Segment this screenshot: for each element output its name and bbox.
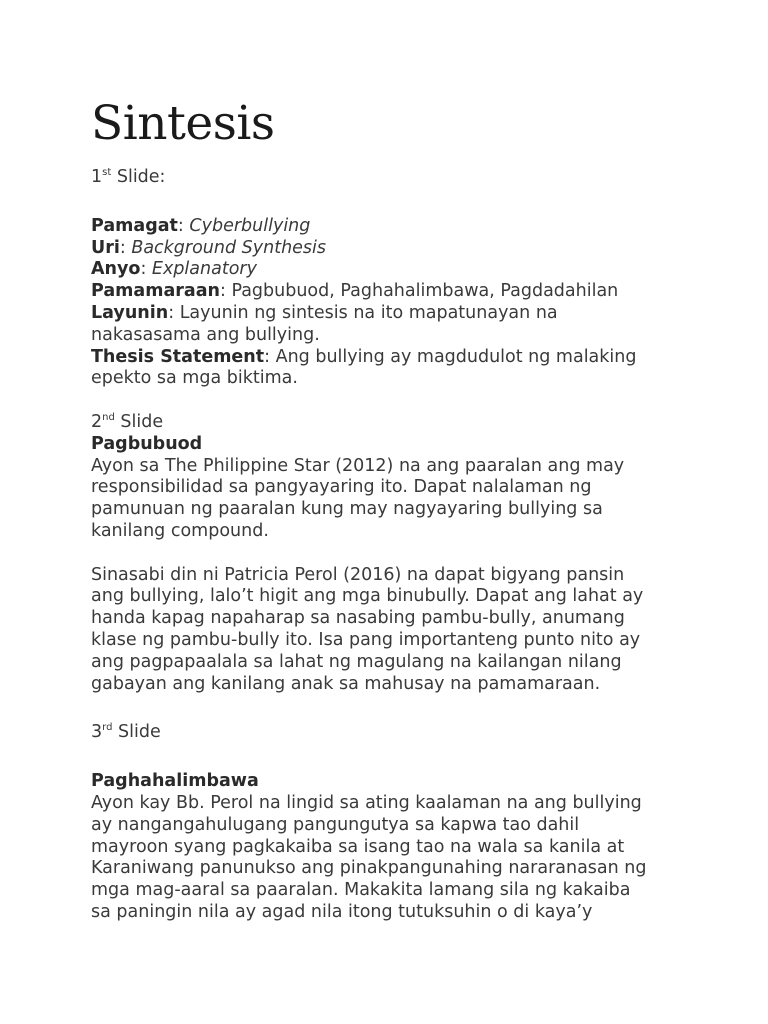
paragraph-line: ang bullying, lalo’t higit ang mga binubully. Dapat ang lahat ay — [91, 586, 644, 607]
document-body — [91, 167, 691, 924]
paragraph-line: sa paningin nila ay agad nila itong tutuksuhin o di kaya’y — [91, 901, 593, 922]
anyo-value: Explanatory — [151, 259, 257, 280]
paragraph-line: Ayon sa The Philippine Star (2012) na ang paaralan ang may — [91, 455, 625, 476]
paragraph-line: ay nangangahulugang pangungutya sa kapwa tao dahil — [91, 814, 580, 835]
paragraph-line: ang pagpapaalala sa lahat ng magulang na kailangan nilang — [91, 651, 622, 672]
pamagat-value: Cyberbullying — [189, 215, 311, 236]
pamamaraan-value: Pagbubuod, Paghahalimbawa, Pagdadahilan — [231, 281, 619, 302]
paragraph-line: Karaniwang panunukso ang pinakpangunahing nararanasan ng — [91, 858, 647, 879]
pamamaraan-label: Pamamaraan — [91, 281, 220, 302]
slide-2-label: 2nd Slide — [91, 411, 164, 432]
uri-label: Uri — [91, 237, 120, 258]
thesis-label: Thesis Statement — [91, 346, 265, 367]
document-title: Sintesis — [91, 96, 275, 151]
thesis-line-2: epekto sa mga biktima. — [91, 368, 298, 389]
anyo-line: Anyo: Explanatory — [91, 259, 257, 280]
paragraph-line: mayroon syang pagkakaiba sa isang tao na wala sa kanila at — [91, 836, 625, 857]
layunin-line: Layunin: Layunin ng sintesis na ito mapatunayan na — [91, 302, 558, 323]
layunin-line-2: nakasasama ang bullying. — [91, 324, 320, 345]
slide-3-heading: Paghahalimbawa — [91, 771, 259, 792]
paragraph-line: Sinasabi din ni Patricia Perol (2016) na dapat bigyang pansin — [91, 564, 625, 585]
anyo-label: Anyo — [91, 259, 141, 280]
paragraph-line: pamunuan ng paaralan kung may nagyayaring bullying sa — [91, 499, 603, 520]
paragraph-line: Ayon kay Bb. Perol na lingid sa ating kaalaman na ang bullying — [91, 792, 642, 813]
paragraph-line: handa kapag napaharap sa nasabing pambu-bully, anumang — [91, 608, 625, 629]
paragraph-line: gabayan ang kanilang anak sa mahusay na pamamaraan. — [91, 673, 601, 694]
uri-line: Uri: Background Synthesis — [91, 237, 327, 258]
pamagat-label: Pamagat — [91, 215, 178, 236]
paragraph-line: mga mag-aaral sa paaralan. Makakita lamang sila ng kakaiba — [91, 880, 631, 901]
paragraph-line: kanilang compound. — [91, 520, 269, 541]
slide-1-label: 1st Slide: — [91, 167, 166, 187]
pamamaraan-line: Pamamaraan: Pagbubuod, Paghahalimbawa, Pagdadahilan — [91, 281, 619, 302]
layunin-label: Layunin — [91, 302, 169, 323]
thesis-line: Thesis Statement: Ang bullying ay magdudulot ng malaking — [91, 346, 637, 367]
slide-2-heading: Pagbubuod — [91, 433, 203, 454]
slide-3-label: 3rd Slide — [91, 722, 161, 743]
paragraph-line: responsibilidad sa pangyayaring ito. Dapat nalalaman ng — [91, 477, 592, 498]
pamagat-line: Pamagat: Cyberbullying — [91, 215, 311, 236]
uri-value: Background Synthesis — [131, 237, 327, 258]
paragraph-line: klase ng pambu-bully ito. Isa pang importanteng punto nito ay — [91, 629, 641, 650]
